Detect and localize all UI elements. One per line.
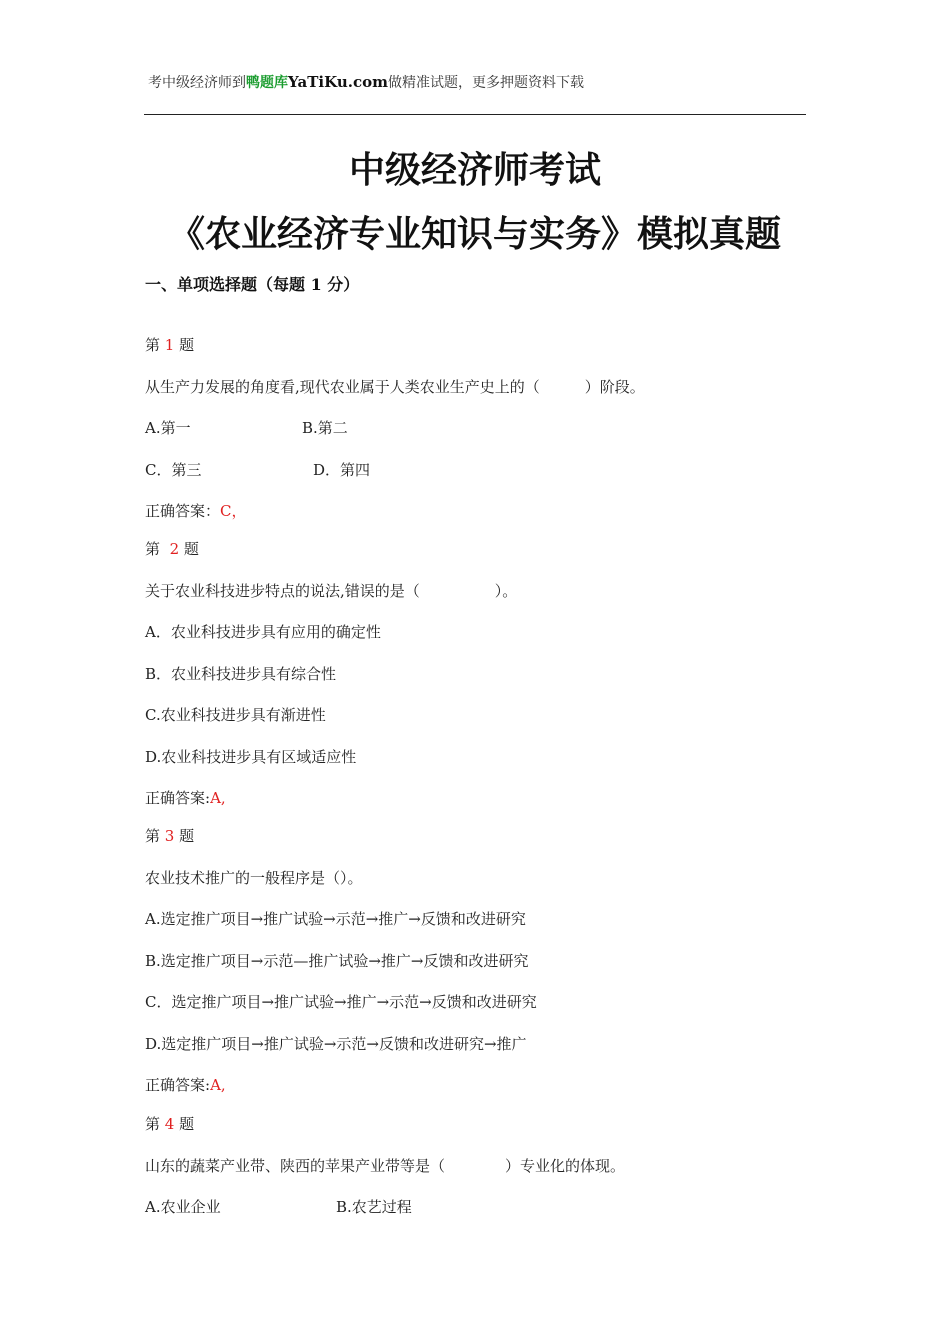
section-heading: 一、单项选择题（每题 1 分）: [145, 275, 360, 294]
page-header: [148, 72, 584, 92]
option-d: D.选定推广项目→推广试验→示范→反馈和改进研究→推广: [145, 1035, 527, 1053]
option-a: A．农业科技进步具有应用的确定性: [145, 623, 381, 641]
header-brand[interactable]: 鸭题库: [246, 75, 288, 91]
header-suffix: 做精准试题，更多押题资料下载: [387, 75, 584, 91]
answer-line: 正确答案:A,: [145, 1076, 226, 1094]
header-prefix: 考中级经济师到: [148, 75, 246, 91]
question-number: 4: [164, 1115, 175, 1133]
option-b: B.选定推广项目→示范—推广试验→推广→反馈和改进研究: [145, 952, 529, 970]
answer-value: A,: [210, 789, 226, 807]
header-site[interactable]: YaTiKu.com: [288, 73, 388, 91]
doc-subtitle: 《农业经济专业知识与实务》模拟真题: [168, 213, 781, 255]
question-number: 2: [169, 540, 180, 558]
option-b: B.第二: [302, 419, 348, 437]
option-d: D．第四: [313, 461, 371, 479]
question-number: 1: [164, 336, 175, 354]
option-a: A.第一: [145, 419, 191, 437]
option-a: A.农业企业: [145, 1198, 221, 1216]
question-label: 第 1 题: [145, 336, 195, 354]
option-a: A.选定推广项目→推广试验→示范→推广→反馈和改进研究: [145, 910, 526, 928]
option-b: B.农艺过程: [336, 1198, 412, 1216]
answer-value: C，: [220, 502, 247, 520]
question-stem: 从生产力发展的角度看,现代农业属于人类农业生产史上的（ ）阶段。: [145, 378, 645, 396]
answer-line: 正确答案：C，: [145, 502, 247, 520]
question-stem: 山东的蔬菜产业带、陕西的苹果产业带等是（ ）专业化的体现。: [145, 1157, 626, 1175]
answer-value: A,: [210, 1076, 226, 1094]
option-b: B．农业科技进步具有综合性: [145, 665, 337, 683]
question-label: 第 4 题: [145, 1115, 195, 1133]
question-number: 3: [164, 827, 175, 845]
answer-line: 正确答案:A,: [145, 789, 226, 807]
option-c: C.农业科技进步具有渐进性: [145, 706, 326, 724]
header-divider: [144, 114, 806, 115]
question-stem: 农业技术推广的一般程序是（）。: [145, 869, 363, 887]
option-c: C．选定推广项目→推广试验→推广→示范→反馈和改进研究: [145, 993, 537, 1011]
question-label: 第 2 题: [145, 540, 199, 558]
doc-title: 中级经济师考试: [348, 149, 601, 191]
question-stem: 关于农业科技进步特点的说法,错误的是（ ）。: [145, 582, 518, 600]
option-c: C．第三: [145, 461, 202, 479]
option-d: D.农业科技进步具有区域适应性: [145, 748, 357, 766]
question-label: 第 3 题: [145, 827, 195, 845]
